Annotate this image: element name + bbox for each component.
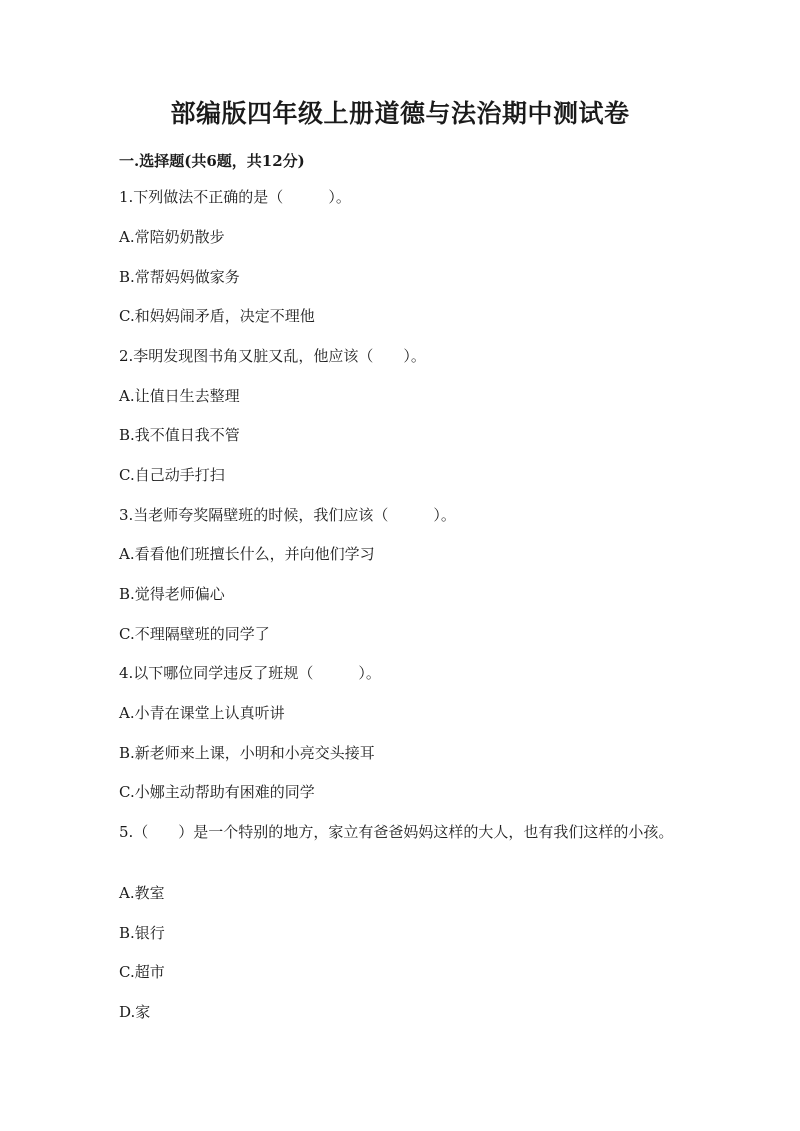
question-2-option-c: C.自己动手打扫 — [119, 466, 225, 484]
question-5-option-c: C.超市 — [119, 963, 165, 981]
question-2-option-b: B.我不值日我不管 — [119, 426, 240, 444]
question-5-option-a: A.教室 — [119, 884, 165, 902]
question-4-option-c: C.小娜主动帮助有困难的同学 — [119, 783, 315, 801]
question-3-option-a: A.看看他们班擅长什么，并向他们学习 — [119, 545, 375, 563]
question-4-stem: 4.以下哪位同学违反了班规（ ）。 — [119, 664, 381, 682]
question-1-stem: 1.下列做法不正确的是（ ）。 — [119, 188, 351, 206]
question-1-option-b: B.常帮妈妈做家务 — [119, 268, 240, 286]
question-1-option-c: C.和妈妈闹矛盾，决定不理他 — [119, 307, 315, 325]
question-5-option-d: D.家 — [119, 1003, 151, 1021]
document-title: 部编版四年级上册道德与法治期中测试卷 — [170, 99, 630, 128]
section-heading: 一.选择题(共6题，共12分) — [119, 152, 305, 170]
question-4-option-b: B.新老师来上课，小明和小亮交头接耳 — [119, 744, 375, 762]
question-4-option-a: A.小青在课堂上认真听讲 — [119, 704, 285, 722]
question-5-stem: 5.（ ）是一个特别的地方，家立有爸爸妈妈这样的大人，也有我们这样的小孩。 — [119, 823, 674, 841]
question-2-option-a: A.让值日生去整理 — [119, 387, 240, 405]
question-1-option-a: A.常陪奶奶散步 — [119, 228, 225, 246]
question-2-stem: 2.李明发现图书角又脏又乱，他应该（ ）。 — [119, 347, 426, 365]
question-3-option-b: B.觉得老师偏心 — [119, 585, 225, 603]
question-5-option-b: B.银行 — [119, 924, 165, 942]
question-3-stem: 3.当老师夸奖隔壁班的时候，我们应该（ ）。 — [119, 506, 456, 524]
question-3-option-c: C.不理隔壁班的同学了 — [119, 625, 270, 643]
